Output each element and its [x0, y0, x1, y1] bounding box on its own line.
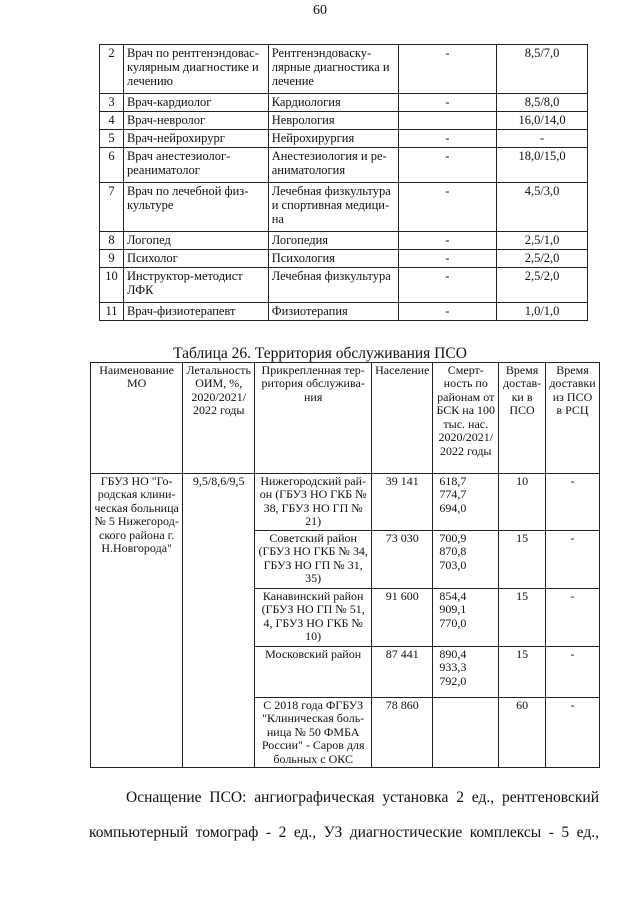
- table-row: [100, 45, 588, 94]
- column-header: Смерт-ность по районам от БСК на 100 тыс. нас. 2020/2021/ 2022 годы: [433, 363, 499, 474]
- population-cell: 73 030: [372, 531, 433, 589]
- equipment-paragraph-line-2: компьютерный томограф - 2 ед., УЗ диагностические комплексы - 5 ед.,: [89, 824, 599, 841]
- territory-cell: Московский район: [255, 647, 372, 698]
- value-cell: 18,0/15,0: [497, 148, 588, 183]
- value-cell: 4,5/3,0: [497, 183, 588, 232]
- value-cell: -: [398, 148, 497, 183]
- row-number: 9: [100, 250, 124, 268]
- time-rsc-cell: -: [546, 698, 600, 768]
- death-rate-cell: [433, 698, 499, 768]
- row-number: 6: [100, 148, 124, 183]
- value-cell: -: [398, 45, 497, 94]
- value-cell: 8,5/7,0: [497, 45, 588, 94]
- specialty-cell: Лечебная физкультура: [268, 268, 398, 303]
- time-pso-cell: 60: [499, 698, 546, 768]
- value-cell: -: [398, 130, 497, 148]
- value-cell: 1,0/1,0: [497, 303, 588, 321]
- row-number: 10: [100, 268, 124, 303]
- position-cell: Врач-нейрохирург: [123, 130, 268, 148]
- value-cell: 16,0/14,0: [497, 112, 588, 130]
- time-rsc-cell: -: [546, 589, 600, 647]
- death-rate-cell: 890,4 933,3 792,0: [433, 647, 499, 698]
- value-cell: 8,5/8,0: [497, 94, 588, 112]
- table-row: [100, 250, 588, 268]
- row-number: 8: [100, 232, 124, 250]
- column-header: Летальность ОИМ, %, 2020/2021/ 2022 годы: [183, 363, 255, 474]
- time-pso-cell: 15: [499, 589, 546, 647]
- position-cell: Врач-кардиолог: [123, 94, 268, 112]
- column-header: Время доставки из ПСО в РСЦ: [546, 363, 600, 474]
- row-number: 2: [100, 45, 124, 94]
- staff-table: [99, 44, 588, 321]
- territory-cell: Канавинский район (ГБУЗ НО ГП № 51, 4, ГБУЗ НО ГКБ № 10): [255, 589, 372, 647]
- value-cell: -: [497, 130, 588, 148]
- page-number: 60: [313, 3, 327, 18]
- position-cell: Логопед: [123, 232, 268, 250]
- specialty-cell: Кардиология: [268, 94, 398, 112]
- time-rsc-cell: -: [546, 531, 600, 589]
- time-pso-cell: 15: [499, 647, 546, 698]
- territory-cell: С 2018 года ФГБУЗ "Клиническая боль-ница № 50 ФМБА России" - Саров для больных с ОКС: [255, 698, 372, 768]
- table-row: [100, 148, 588, 183]
- value-cell: -: [398, 303, 497, 321]
- time-pso-cell: 15: [499, 531, 546, 589]
- death-rate-cell: 618,7 774,7 694,0: [433, 474, 499, 531]
- column-header: Время достав-ки в ПСО: [499, 363, 546, 474]
- value-cell: 2,5/2,0: [497, 268, 588, 303]
- value-cell: [398, 112, 497, 130]
- position-cell: Психолог: [123, 250, 268, 268]
- column-header: Наименование МО: [91, 363, 183, 474]
- table-row: [100, 232, 588, 250]
- table-header-row: [91, 363, 600, 474]
- table-row: [100, 183, 588, 232]
- specialty-cell: Физиотерапия: [268, 303, 398, 321]
- row-number: 5: [100, 130, 124, 148]
- position-cell: Врач по рентгенэндовас-кулярным диагностике и лечению: [123, 45, 268, 94]
- specialty-cell: Психология: [268, 250, 398, 268]
- table-caption: Таблица 26. Территория обслуживания ПСО: [173, 345, 467, 362]
- table-row: [100, 303, 588, 321]
- specialty-cell: Анестезиология и ре-аниматология: [268, 148, 398, 183]
- time-rsc-cell: -: [546, 474, 600, 531]
- row-number: 7: [100, 183, 124, 232]
- table-row: [100, 130, 588, 148]
- mo-name-cell: ГБУЗ НО "Го-родская клини-ческая больница № 5 Нижегород-ского района г. Н.Новгорода": [91, 474, 183, 768]
- specialty-cell: Рентгенэндоваску-лярные диагностика и лечение: [268, 45, 398, 94]
- specialty-cell: Неврология: [268, 112, 398, 130]
- territory-cell: Нижегородский рай-он (ГБУЗ НО ГКБ № 38, ГБУЗ НО ГП № 21): [255, 474, 372, 531]
- specialty-cell: Нейрохирургия: [268, 130, 398, 148]
- value-cell: -: [398, 250, 497, 268]
- population-cell: 87 441: [372, 647, 433, 698]
- value-cell: -: [398, 268, 497, 303]
- position-cell: Врач анестезиолог-реаниматолог: [123, 148, 268, 183]
- position-cell: Врач-физиотерапевт: [123, 303, 268, 321]
- row-number: 3: [100, 94, 124, 112]
- column-header: Прикрепленная тер-ритория обслужива-ния: [255, 363, 372, 474]
- position-cell: Врач по лечебной физ-культуре: [123, 183, 268, 232]
- time-rsc-cell: -: [546, 647, 600, 698]
- column-header: Население: [372, 363, 433, 474]
- death-rate-cell: 854,4 909,1 770,0: [433, 589, 499, 647]
- mortality-cell: 9,5/8,6/9,5: [183, 474, 255, 768]
- table-row: [100, 94, 588, 112]
- death-rate-cell: 700,9 870,8 703,0: [433, 531, 499, 589]
- value-cell: -: [398, 232, 497, 250]
- value-cell: 2,5/1,0: [497, 232, 588, 250]
- territory-table: [90, 362, 600, 768]
- value-cell: -: [398, 183, 497, 232]
- table-row: [100, 268, 588, 303]
- population-cell: 91 600: [372, 589, 433, 647]
- population-cell: 78 860: [372, 698, 433, 768]
- position-cell: Врач-невролог: [123, 112, 268, 130]
- table-row: [91, 474, 600, 531]
- population-cell: 39 141: [372, 474, 433, 531]
- position-cell: Инструктор-методист ЛФК: [123, 268, 268, 303]
- equipment-paragraph-line-1: Оснащение ПСО: ангиографическая установка 2 ед., рентгеновский: [126, 789, 599, 806]
- territory-cell: Советский район (ГБУЗ НО ГКБ № 34, ГБУЗ НО ГП № 31, 35): [255, 531, 372, 589]
- table-row: [100, 112, 588, 130]
- specialty-cell: Логопедия: [268, 232, 398, 250]
- value-cell: 2,5/2,0: [497, 250, 588, 268]
- value-cell: -: [398, 94, 497, 112]
- specialty-cell: Лечебная физкультура и спортивная медици-на: [268, 183, 398, 232]
- row-number: 11: [100, 303, 124, 321]
- time-pso-cell: 10: [499, 474, 546, 531]
- row-number: 4: [100, 112, 124, 130]
